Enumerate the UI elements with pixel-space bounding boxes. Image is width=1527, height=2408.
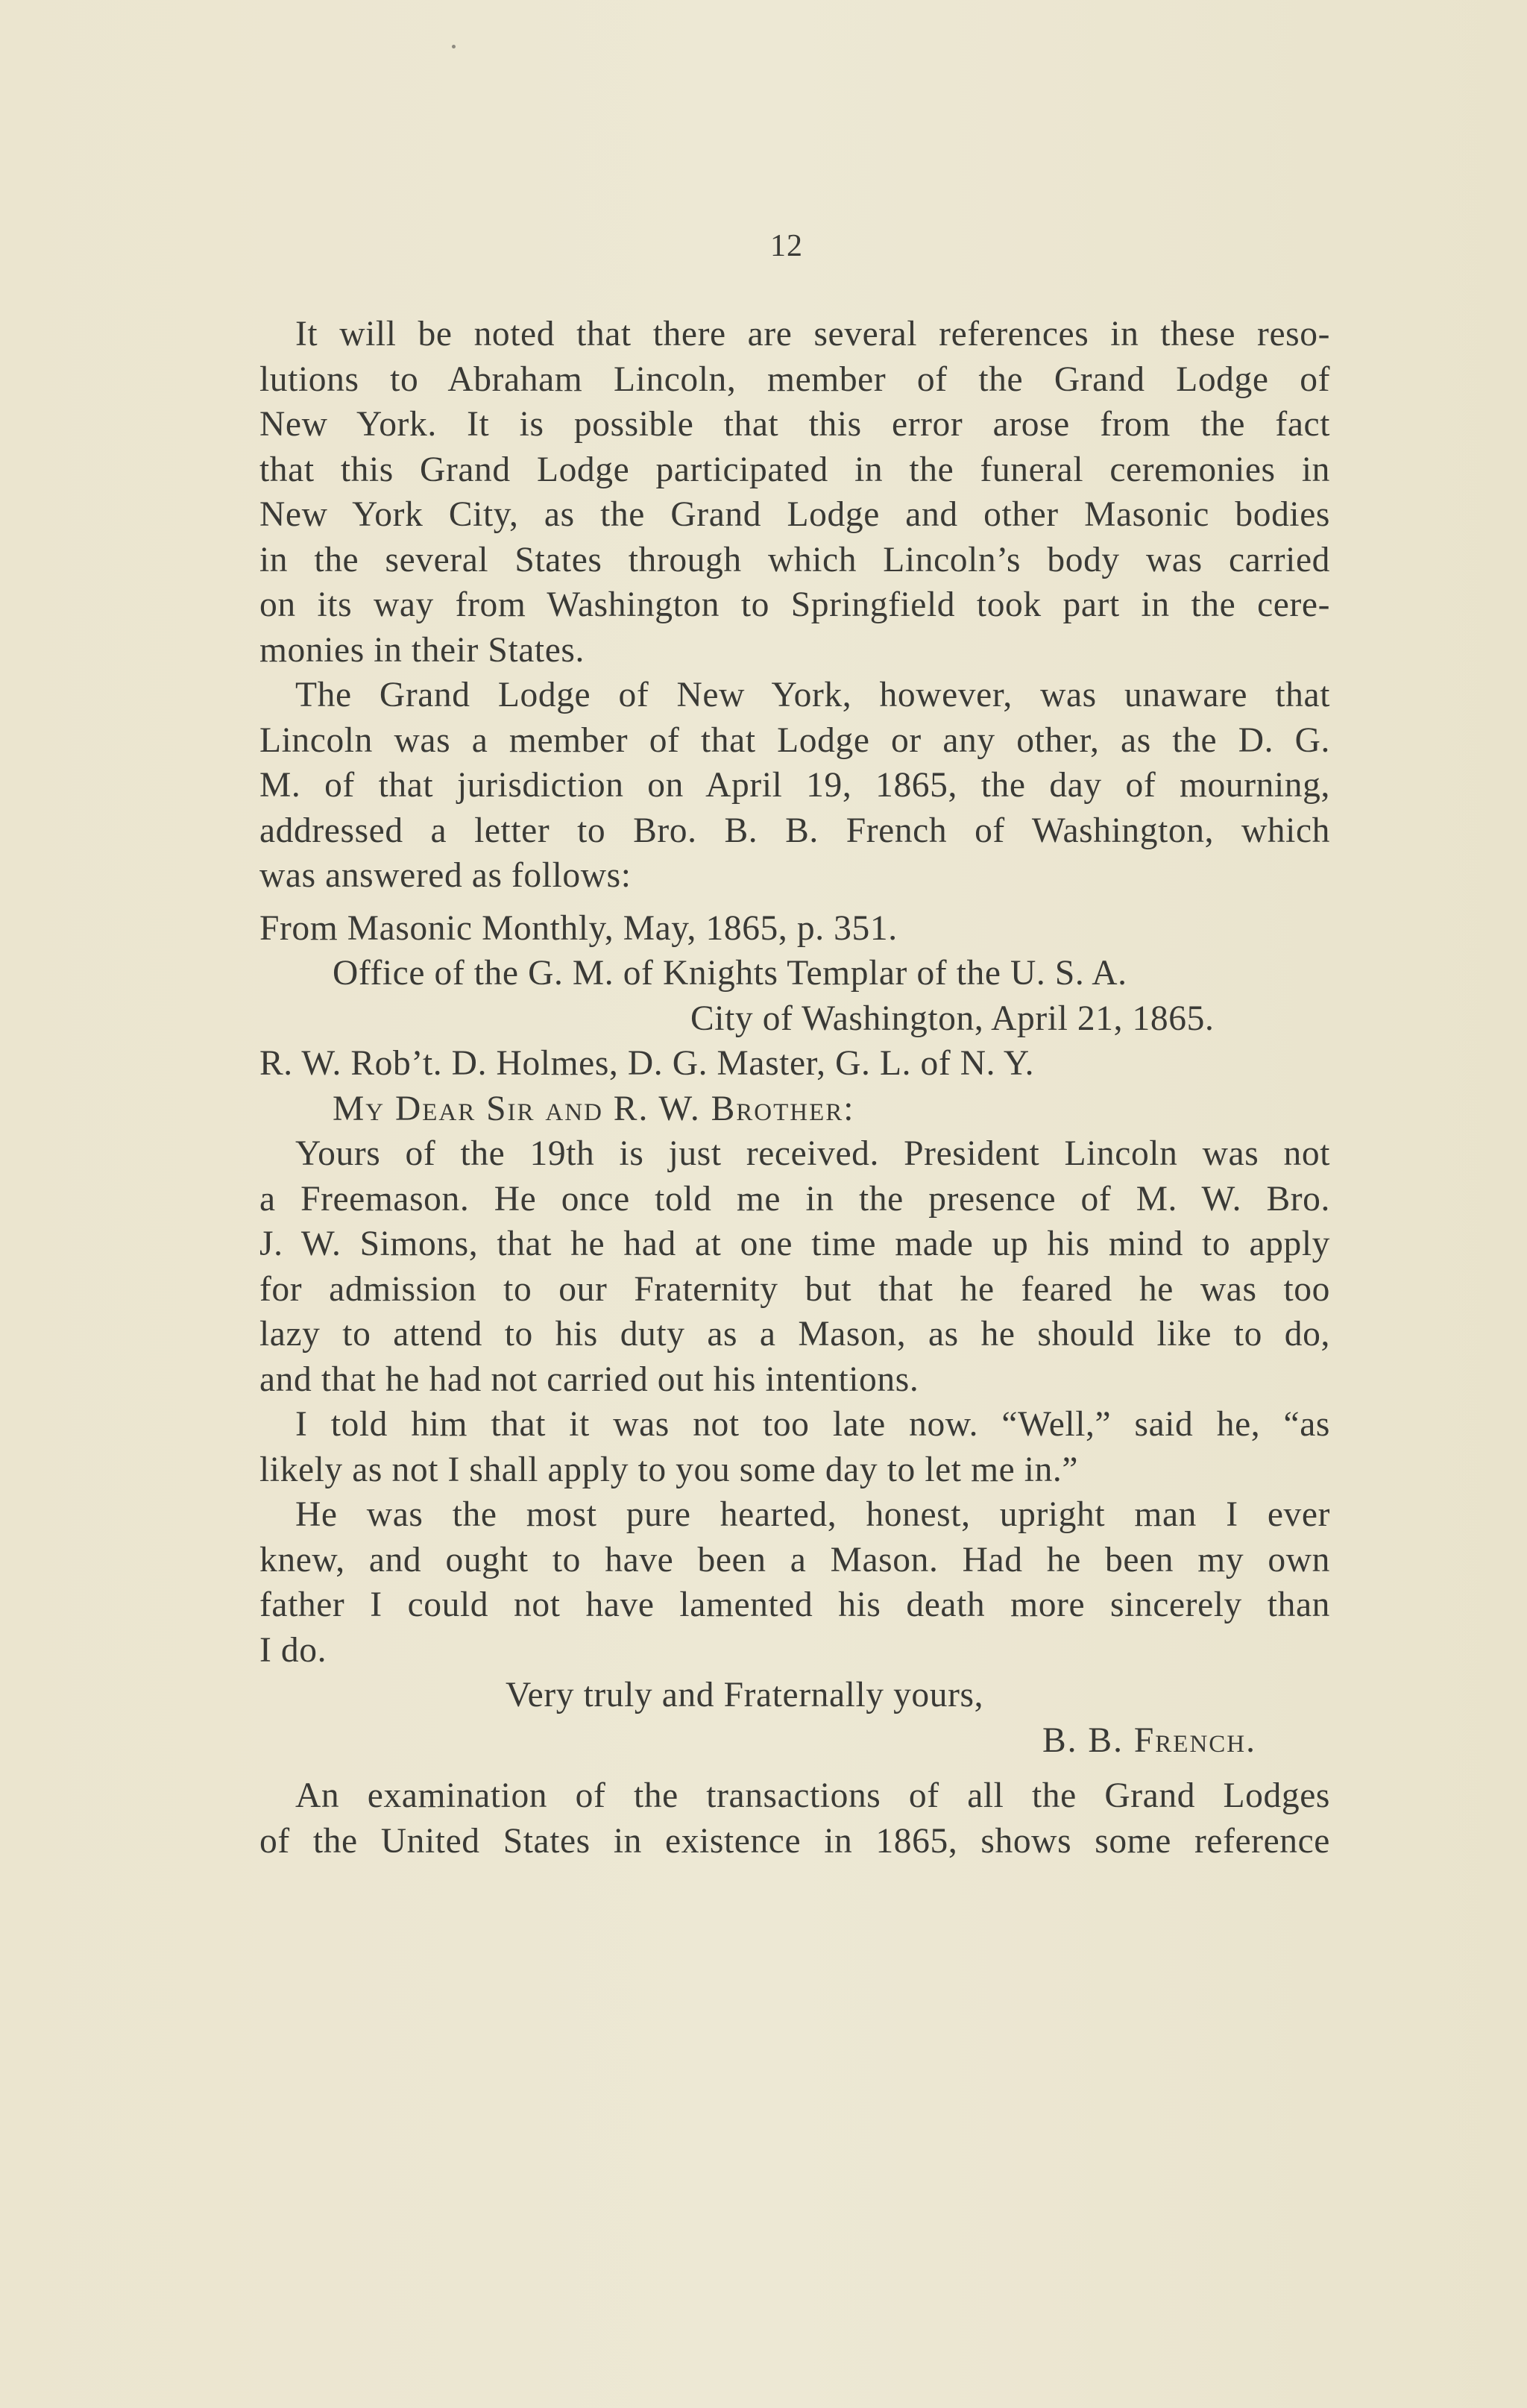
text-line: that this Grand Lodge participated in the funeral ceremonies in — [259, 450, 1330, 489]
text-line: Lincoln was a member of that Lodge or any other, as the D. G. — [259, 720, 1330, 760]
text-line: M. of that jurisdiction on April 19, 1865, the day of mourning, — [259, 766, 1330, 805]
text-line: monies in their States. — [259, 630, 585, 670]
text-line: J. W. Simons, that he had at one time made up his mind to apply — [259, 1225, 1330, 1263]
paragraph-intro — [259, 312, 1330, 673]
text-line: New York. It is possible that this error arose from the fact — [259, 405, 1330, 444]
text-line: and that he had not carried out his intentions. — [259, 1359, 919, 1399]
text-line: It will be noted that there are several references in these reso- — [295, 315, 1330, 353]
dust-speck — [452, 45, 456, 48]
letter-signature: B. B. French. — [1042, 1720, 1256, 1760]
letter-salutation: My Dear Sir and R. W. Brother: — [333, 1089, 855, 1128]
letter-source: From Masonic Monthly, May, 1865, p. 351. — [259, 908, 898, 948]
letter-office: Office of the G. M. of Knights Templar of the U. S. A. — [333, 954, 1127, 993]
paragraph-lodge — [259, 673, 1330, 899]
text-line: of the United States in existence in 1865, shows some reference — [259, 1821, 1330, 1861]
text-line: knew, and ought to have been a Mason. Had he been my own — [259, 1540, 1330, 1579]
quoted-letter — [259, 906, 1330, 1764]
text-line: likely as not I shall apply to you some day to let me in.” — [259, 1450, 1079, 1489]
text-line: father I could not have lamented his death more sincerely than — [259, 1585, 1330, 1624]
text-line: lutions to Abraham Lincoln, member of the Grand Lodge of — [259, 359, 1330, 399]
text-line: in the several States through which Lincoln’s body was carried — [259, 540, 1330, 579]
text-line: a Freemason. He once told me in the presence of M. W. Bro. — [259, 1179, 1330, 1219]
paragraph-examination — [259, 1773, 1330, 1864]
text-line: New York City, as the Grand Lodge and other Masonic bodies — [259, 495, 1330, 534]
letter-addressee: R. W. Rob’t. D. Holmes, D. G. Master, G. L. of N. Y. — [259, 1044, 1035, 1083]
text-line: He was the most pure hearted, honest, upright man I ever — [295, 1495, 1330, 1534]
text-line: on its way from Washington to Springfield took part in the cere- — [259, 585, 1330, 624]
text-line: An examination of the transactions of all the Grand Lodges — [295, 1776, 1330, 1815]
letter-paragraph — [259, 1131, 1330, 1402]
text-line: was answered as follows: — [259, 856, 632, 895]
letter-paragraph — [259, 1492, 1330, 1673]
text-line: The Grand Lodge of New York, however, was unaware that — [295, 676, 1330, 714]
text-line: lazy to attend to his duty as a Mason, as he should like to do, — [259, 1315, 1330, 1354]
letter-place-date: City of Washington, April 21, 1865. — [690, 999, 1215, 1038]
letter-paragraph — [259, 1402, 1330, 1492]
text-line: for admission to our Fraternity but that he feared he was too — [259, 1269, 1330, 1309]
text-line: I do. — [259, 1630, 327, 1670]
page-body — [259, 312, 1330, 1864]
text-line: I told him that it was not too late now. “Well,” said he, “as — [295, 1405, 1330, 1444]
text-line: addressed a letter to Bro. B. B. French of Washington, which — [259, 811, 1330, 850]
text-line: Yours of the 19th is just received. President Lincoln was not — [295, 1134, 1330, 1173]
letter-closing: Very truly and Fraternally yours, — [506, 1676, 984, 1714]
page-number: 12 — [770, 229, 803, 263]
